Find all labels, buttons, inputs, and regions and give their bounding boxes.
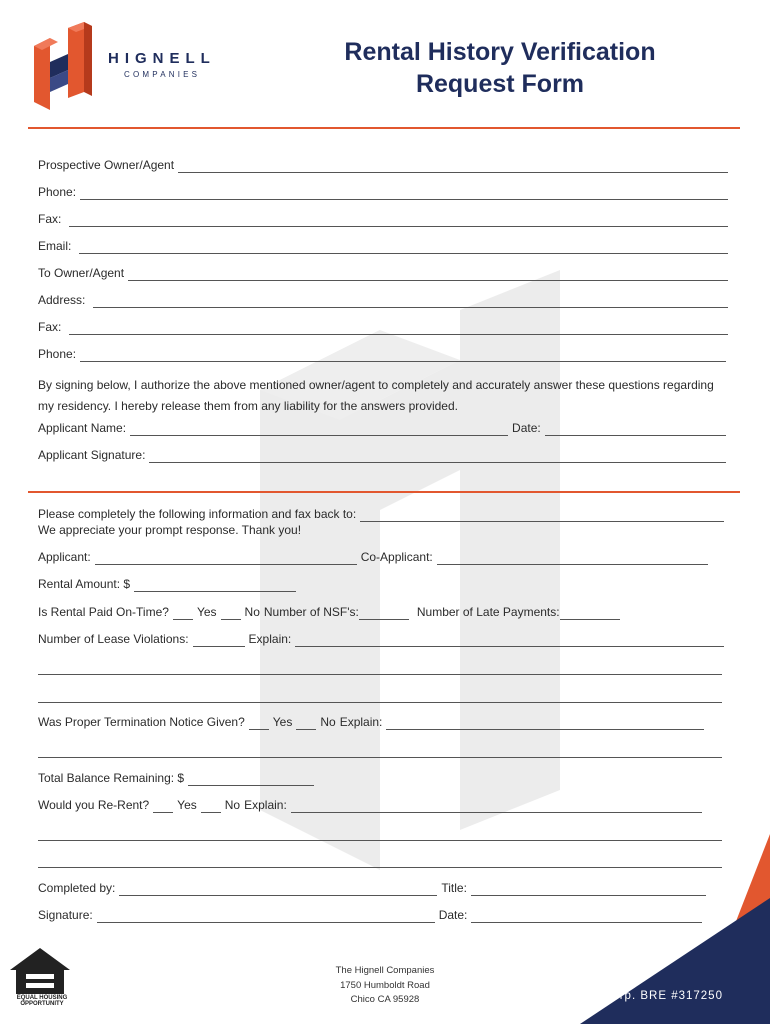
- applicant-name-label: Applicant Name:: [38, 421, 127, 435]
- prospective-owner-row: [38, 158, 728, 173]
- phone-label: Phone:: [38, 185, 77, 199]
- to-owner-field[interactable]: [128, 269, 728, 281]
- brand-subtitle: COMPANIES: [124, 70, 201, 79]
- phone2-row: [38, 347, 726, 362]
- total-balance-row: [38, 771, 314, 786]
- lease-explain-line-2: [38, 688, 722, 703]
- paid-yes-field[interactable]: [173, 608, 193, 620]
- termination-explain-line: [38, 743, 722, 758]
- prospective-owner-label: Prospective Owner/Agent: [38, 158, 175, 172]
- lease-explain-line-1: [38, 660, 722, 675]
- lease-explain-field-3[interactable]: [38, 691, 722, 703]
- address-row: [38, 293, 728, 308]
- applicant-name-field[interactable]: [130, 424, 508, 436]
- phone-field[interactable]: [80, 188, 728, 200]
- company-address: [300, 964, 470, 1008]
- applicant-signature-field[interactable]: [149, 451, 726, 463]
- re-rent-yes-label: Yes: [177, 798, 197, 812]
- eho-line1: EQUAL HOUSING: [16, 995, 68, 1001]
- hignell-logo-icon: [28, 22, 98, 114]
- termination-row: [38, 715, 704, 730]
- email-field[interactable]: [79, 242, 728, 254]
- lease-explain-label: Explain:: [248, 632, 292, 646]
- re-rent-no-field[interactable]: [201, 801, 221, 813]
- fax-row: [38, 212, 728, 227]
- late-payments-field[interactable]: [560, 608, 620, 620]
- late-payments-label: Number of Late Payments:: [416, 605, 560, 619]
- title-label: Title:: [441, 881, 467, 895]
- date-label: Date:: [512, 421, 541, 435]
- lease-violations-row: [38, 632, 724, 647]
- brand-name: HIGNELL: [108, 50, 216, 67]
- thanks-row: [38, 523, 301, 538]
- total-balance-field[interactable]: [188, 774, 314, 786]
- re-rent-yes-field[interactable]: [153, 801, 173, 813]
- to-owner-label: To Owner/Agent: [38, 266, 125, 280]
- termination-explain-field[interactable]: [386, 718, 704, 730]
- rental-amount-row: [38, 577, 296, 592]
- thanks-text: We appreciate your prompt response. Thank you!: [38, 523, 302, 537]
- rental-amount-field[interactable]: [134, 580, 296, 592]
- completed-by-label: Completed by:: [38, 881, 116, 895]
- applicant-signature-label: Applicant Signature:: [38, 448, 146, 462]
- company-name: The Hignell Companies: [335, 965, 435, 976]
- company-city: Chico CA 95928: [350, 994, 420, 1005]
- phone2-field[interactable]: [80, 350, 726, 362]
- termination-explain-field-2[interactable]: [38, 746, 722, 758]
- re-rent-row: [38, 798, 702, 813]
- to-owner-row: [38, 266, 728, 281]
- fax-label: Fax:: [38, 212, 62, 226]
- email-label: Email:: [38, 239, 72, 253]
- termination-yes-label: Yes: [272, 715, 293, 729]
- signature-field[interactable]: [97, 911, 435, 923]
- re-rent-no-label: No: [224, 798, 241, 812]
- equal-housing-text: [12, 995, 72, 1007]
- rental-amount-label: Rental Amount: $: [38, 577, 131, 591]
- prospective-owner-field[interactable]: [178, 161, 728, 173]
- date-field[interactable]: [545, 424, 726, 436]
- nsf-field[interactable]: [359, 608, 409, 620]
- lease-explain-field-2[interactable]: [38, 663, 722, 675]
- paid-on-time-label: Is Rental Paid On-Time?: [38, 605, 169, 619]
- termination-explain-label: Explain:: [339, 715, 383, 729]
- email-row: [38, 239, 728, 254]
- termination-no-label: No: [320, 715, 336, 729]
- fax2-field[interactable]: [69, 323, 728, 335]
- lease-violations-label: Number of Lease Violations:: [38, 632, 189, 646]
- header-divider: [28, 127, 740, 129]
- phone-row: [38, 185, 728, 200]
- paid-yes-label: Yes: [196, 605, 217, 619]
- co-applicant-label: Co-Applicant:: [360, 550, 433, 564]
- signature-date-label: Date:: [438, 908, 468, 922]
- fax-back-field[interactable]: [360, 510, 724, 522]
- address-label: Address:: [38, 293, 86, 307]
- signature-label: Signature:: [38, 908, 93, 922]
- nsf-label: Number of NSF's:: [263, 605, 359, 619]
- completed-by-field[interactable]: [119, 884, 437, 896]
- fax-back-label: Please completely the following information and fax back to:: [38, 507, 357, 521]
- lease-violations-field[interactable]: [193, 635, 245, 647]
- address-field[interactable]: [93, 296, 728, 308]
- paid-no-field[interactable]: [221, 608, 241, 620]
- applicant-name-row: [38, 421, 726, 436]
- applicant-field[interactable]: [95, 553, 357, 565]
- termination-label: Was Proper Termination Notice Given?: [38, 715, 245, 729]
- paid-no-label: No: [244, 605, 260, 619]
- fax2-row: [38, 320, 728, 335]
- re-rent-label: Would you Re-Rent?: [38, 798, 150, 812]
- termination-yes-field[interactable]: [249, 718, 269, 730]
- total-balance-label: Total Balance Remaining: $: [38, 771, 185, 785]
- paid-on-time-row: [38, 605, 620, 620]
- lease-explain-field[interactable]: [295, 635, 724, 647]
- phone2-label: Phone:: [38, 347, 77, 361]
- eho-line2: OPPORTUNITY: [20, 1001, 64, 1007]
- re-rent-explain-label: Explain:: [244, 798, 287, 812]
- fax-back-row: [38, 507, 724, 522]
- fax-field[interactable]: [69, 215, 728, 227]
- section-divider: [28, 491, 740, 493]
- re-rent-explain-field[interactable]: [291, 801, 702, 813]
- applicant-signature-row: [38, 448, 726, 463]
- fax2-label: Fax:: [38, 320, 62, 334]
- bre-license: Corp. BRE #317250: [603, 990, 723, 1002]
- form-title-line2: Request Form: [415, 70, 585, 98]
- authorization-text: By signing below, I authorize the above mentioned owner/agent to completely and accurately answer these questions regarding my residency. I hereby release them from any liability for the answers provided.: [38, 378, 714, 413]
- co-applicant-field[interactable]: [437, 553, 708, 565]
- termination-no-field[interactable]: [296, 718, 316, 730]
- applicant-label: Applicant:: [38, 550, 91, 564]
- applicant-row: [38, 550, 708, 565]
- form-title-line1: Rental History Verification: [344, 38, 656, 66]
- company-street: 1750 Humboldt Road: [340, 979, 430, 991]
